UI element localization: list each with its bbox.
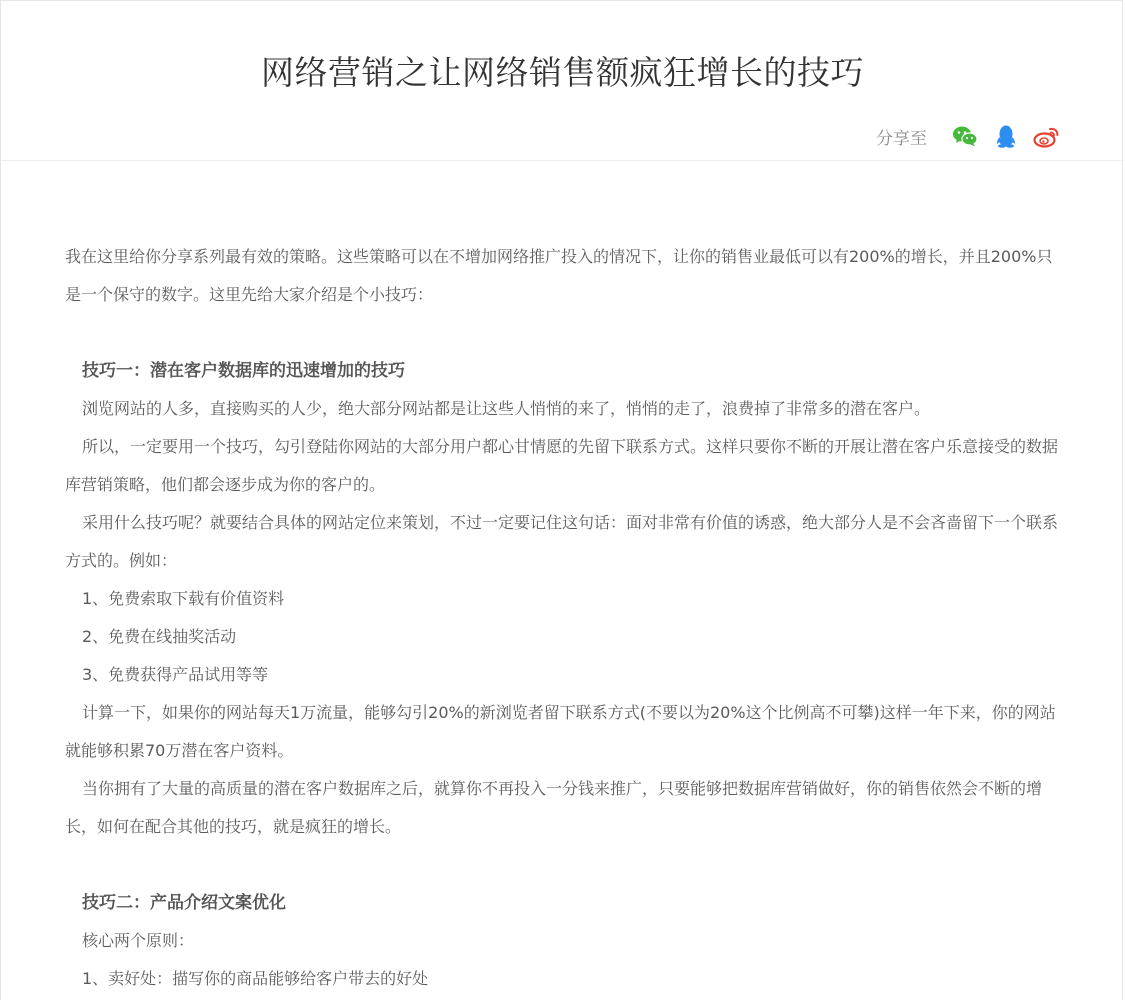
- tip2-paragraph-1: 核心两个原则：: [82, 931, 195, 950]
- article-body: [65, 238, 1061, 998]
- tip2-heading: 技巧二：产品介绍文案优化: [82, 893, 286, 912]
- wechat-icon[interactable]: [950, 121, 980, 151]
- tip1-list-item: 2、免费在线抽奖活动: [82, 627, 237, 646]
- intro-paragraph: 我在这里给你分享系列最有效的策略。这些策略可以在不增加网络推广投入的情况下，让你的销售业最低可以有200%的增长，并且200%只是一个保守的数字。这里先给大家介绍是个小技巧：: [65, 247, 1053, 304]
- tip1-heading: 技巧一：潜在客户数据库的迅速增加的技巧: [82, 361, 405, 380]
- tip1-paragraph-5: 当你拥有了大量的高质量的潜在客户数据库之后，就算你不再投入一分钱来推广，只要能够把数据库营销做好，你的销售依然会不断的增长，如何在配合其他的技巧，就是疯狂的增长。: [65, 779, 1043, 836]
- tip1-paragraph-3: 采用什么技巧呢？就要结合具体的网站定位来策划，不过一定要记住这句话：面对非常有价值的诱惑，绝大部分人是不会吝啬留下一个联系方式的。例如：: [65, 513, 1059, 570]
- article-title: 网络营销之让网络销售额疯狂增长的技巧: [261, 53, 864, 92]
- share-bar: [876, 119, 1062, 153]
- tip1-paragraph-4: 计算一下，如果你的网站每天1万流量，能够勾引20%的新浏览者留下联系方式(不要以为20%这个比例高不可攀)这样一年下来，你的网站就能够积累70万潜在客户资料。: [65, 703, 1056, 760]
- tip1-paragraph-2: 所以，一定要用一个技巧，勾引登陆你网站的大部分用户都心甘情愿的先留下联系方式。这样只要你不断的开展让潜在客户乐意接受的数据库营销策略，他们都会逐步成为你的客户的。: [65, 437, 1059, 494]
- share-label: 分享至: [876, 128, 927, 149]
- article-header: [1, 1, 1124, 161]
- tip1-paragraph-1: 浏览网站的人多，直接购买的人少，绝大部分网站都是让这些人悄悄的来了，悄悄的走了，浪费掉了非常多的潜在客户。: [82, 399, 931, 418]
- tip2-list-item: 1、卖好处：描写你的商品能够给客户带去的好处: [82, 969, 429, 988]
- tip1-list-item: 3、免费获得产品试用等等: [82, 665, 269, 684]
- qq-icon[interactable]: [991, 121, 1021, 151]
- tip1-list-item: 1、免费索取下载有价值资料: [82, 589, 285, 608]
- weibo-icon[interactable]: [1032, 121, 1062, 151]
